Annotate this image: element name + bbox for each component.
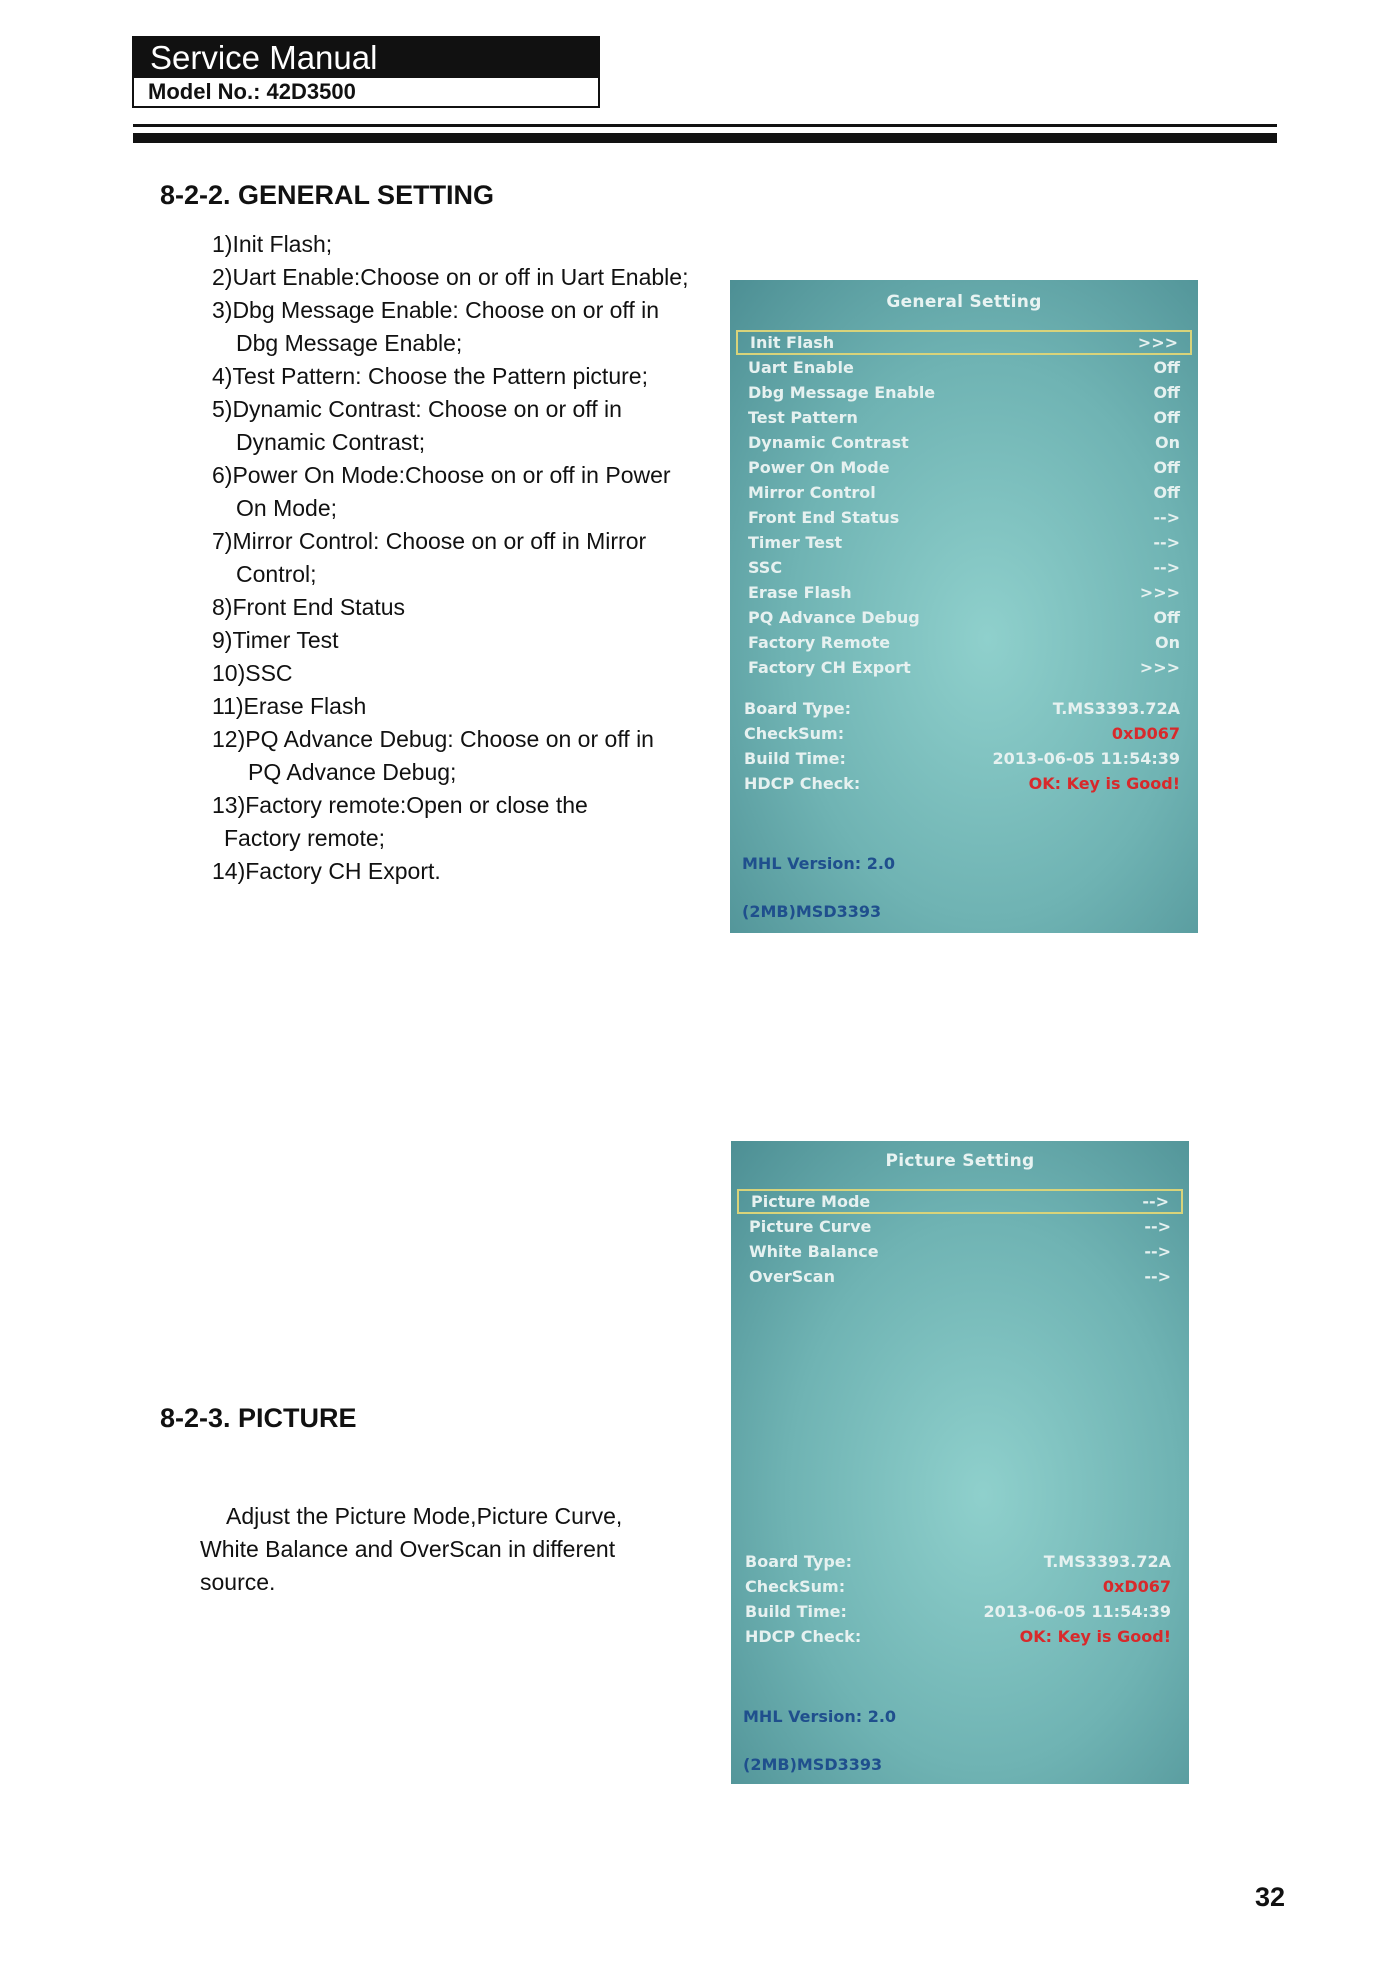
- osd-menu: [737, 1189, 1183, 1289]
- list-item: 11)Erase Flash: [212, 693, 367, 719]
- osd-row-uart-enable: Uart Enable Off: [748, 358, 1180, 377]
- list-item: 4)Test Pattern: Choose the Pattern picture;: [212, 363, 648, 389]
- osd-row-erase-flash: Erase Flash >>>: [748, 583, 1180, 602]
- osd-row-front-end-status: Front End Status -->: [748, 508, 1180, 527]
- mhl-version: MHL Version: 2.0: [742, 854, 896, 873]
- model-number: Model No.: 42D3500: [148, 79, 356, 104]
- header-box: [132, 36, 600, 108]
- general-setting-item-list: [212, 228, 688, 888]
- osd-row-factory-ch-export: Factory CH Export >>>: [748, 658, 1180, 677]
- osd-row-timer-test: Timer Test -->: [748, 533, 1180, 552]
- page-number: 32: [1255, 1882, 1286, 1912]
- chip-label: (2MB)MSD3393: [742, 902, 882, 921]
- osd-row-overscan: OverScan -->: [749, 1267, 1171, 1286]
- picture-setting-osd-screenshot: [731, 1141, 1189, 1784]
- mhl-version: MHL Version: 2.0: [743, 1707, 897, 1726]
- osd-row-white-balance: White Balance -->: [749, 1242, 1171, 1261]
- list-item: 5)Dynamic Contrast: Choose on or off in Dynamic Contrast;: [212, 396, 622, 455]
- chip-label: (2MB)MSD3393: [743, 1755, 883, 1774]
- section-title-general-setting: 8-2-2. GENERAL SETTING: [160, 180, 495, 210]
- build-time-row: Build Time: 2013-06-05 11:54:39: [744, 749, 1180, 768]
- osd-row-init-flash: Init Flash >>>: [736, 330, 1192, 355]
- osd-row-dbg-message-enable: Dbg Message Enable Off: [748, 383, 1180, 402]
- osd-row-power-on-mode: Power On Mode Off: [748, 458, 1180, 477]
- osd-system-info: [744, 696, 1180, 796]
- list-item: 9)Timer Test: [212, 627, 339, 653]
- list-item: 8)Front End Status: [212, 594, 406, 620]
- hdcp-check-row: HDCP Check: OK: Key is Good!: [745, 1627, 1171, 1646]
- list-item: 3)Dbg Message Enable: Choose on or off in Dbg Message Enable;: [212, 297, 660, 356]
- osd-row-picture-curve: Picture Curve -->: [749, 1217, 1171, 1236]
- header-rule-thin: [133, 124, 1277, 127]
- manual-title: Service Manual: [134, 38, 598, 78]
- list-item: 14)Factory CH Export.: [212, 858, 441, 884]
- osd-title: Picture Setting: [885, 1151, 1035, 1171]
- list-item: 13)Factory remote:Open or close the Factory remote;: [212, 792, 588, 851]
- list-item: 6)Power On Mode:Choose on or off in Power On Mode;: [212, 462, 671, 521]
- list-item: 7)Mirror Control: Choose on or off in Mirror Control;: [212, 528, 647, 587]
- general-setting-osd-screenshot: [730, 280, 1198, 933]
- checksum-row: CheckSum: 0xD067: [745, 1577, 1171, 1596]
- osd-menu: [736, 330, 1192, 680]
- osd-row-pq-advance-debug: PQ Advance Debug Off: [748, 608, 1180, 627]
- osd-system-info: [745, 1549, 1171, 1649]
- section-title-picture: 8-2-3. PICTURE: [160, 1403, 357, 1433]
- list-item: 10)SSC: [212, 660, 293, 686]
- checksum-row: CheckSum: 0xD067: [744, 724, 1180, 743]
- header-rule-thick: [133, 133, 1277, 143]
- osd-row-mirror-control: Mirror Control Off: [748, 483, 1180, 502]
- build-time-row: Build Time: 2013-06-05 11:54:39: [745, 1602, 1171, 1621]
- osd-title: General Setting: [886, 292, 1042, 312]
- osd-row-factory-remote: Factory Remote On: [748, 633, 1180, 652]
- list-item: 2)Uart Enable:Choose on or off in Uart Enable;: [212, 264, 689, 290]
- board-type-row: Board Type: T.MS3393.72A: [744, 699, 1180, 718]
- picture-description: Adjust the Picture Mode,Picture Curve, White Balance and OverScan in different source.: [200, 1503, 623, 1595]
- hdcp-check-row: HDCP Check: OK: Key is Good!: [744, 774, 1180, 793]
- board-type-row: Board Type: T.MS3393.72A: [745, 1552, 1171, 1571]
- list-item: 1)Init Flash;: [212, 231, 333, 257]
- osd-row-ssc: SSC -->: [748, 558, 1180, 577]
- osd-row-picture-mode: Picture Mode -->: [737, 1189, 1183, 1214]
- osd-row-test-pattern: Test Pattern Off: [748, 408, 1180, 427]
- osd-row-dynamic-contrast: Dynamic Contrast On: [748, 433, 1180, 452]
- list-item: 12)PQ Advance Debug: Choose on or off in PQ Advance Debug;: [212, 726, 654, 785]
